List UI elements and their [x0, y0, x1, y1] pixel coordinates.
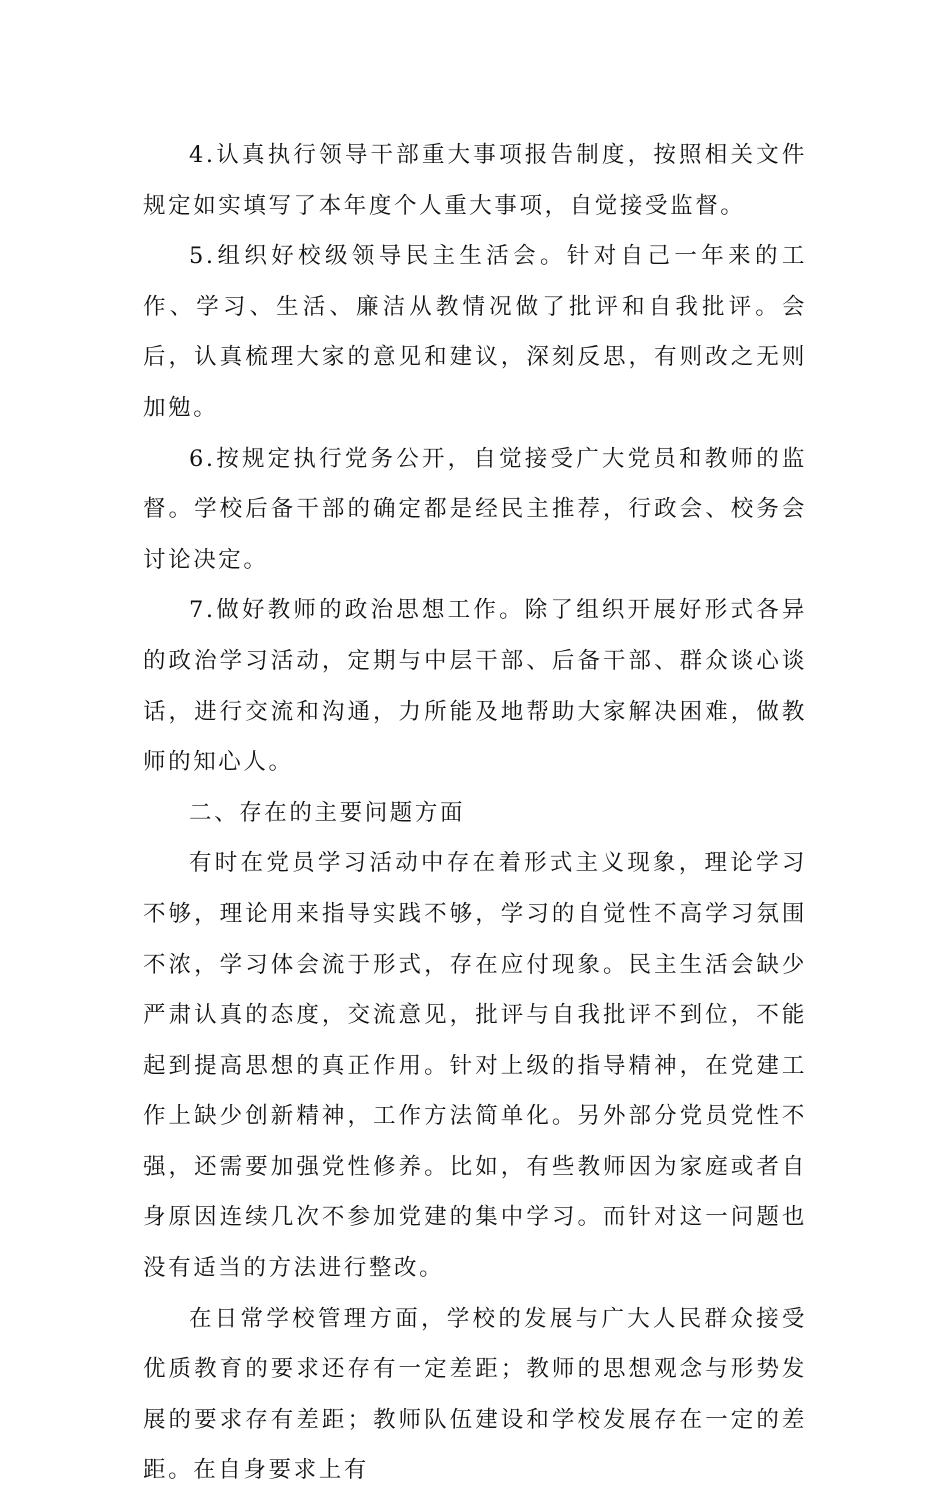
paragraph-item-7: 7.做好教师的政治思想工作。除了组织开展好形式各异的政治学习活动，定期与中层干部、后备干部、群众谈心谈话，进行交流和沟通，力所能及地帮助大家解决困难，做教师的知心人。 [143, 597, 807, 776]
paragraph-item-4: 4.认真执行领导干部重大事项报告制度，按照相关文件规定如实填写了本年度个人重大事项，自觉接受监督。 [143, 142, 807, 219]
paragraph-problems: 有时在党员学习活动中存在着形式主义现象，理论学习不够，理论用来指导实践不够，学习的自觉性不高学习氛围不浓，学习体会流于形式，存在应付现象。民主生活会缺少严肃认真的态度，交流意见，批评与自我批评不到位，不能起到提高思想的真正作用。针对上级的指导精神，在党建工作上缺少创新精神，工作方法简单化。另外部分党员党性不强，还需要加强党性修养。比如，有些教师因为家庭或者自身原因连续几次不参加党建的集中学习。而针对这一问题也没有适当的方法进行整改。 [143, 850, 807, 1282]
document-body [143, 130, 807, 1496]
section-heading: 二、存在的主要问题方面 [189, 799, 466, 826]
paragraph-item-6: 6.按规定执行党务公开，自觉接受广大党员和教师的监督。学校后备干部的确定都是经民主推荐，行政会、校务会讨论决定。 [143, 445, 807, 573]
paragraph-item-5: 5.组织好校级领导民主生活会。针对自己一年来的工作、学习、生活、廉洁从教情况做了批评和自我批评。会后，认真梳理大家的意见和建议，深刻反思，有则改之无则加勉。 [143, 243, 807, 421]
paragraph-management: 在日常学校管理方面，学校的发展与广大人民群众接受优质教育的要求还存有一定差距；教师的思想观念与形势发展的要求存有差距；教师队伍建设和学校发展存在一定的差距。在自身要求上有 [143, 1305, 807, 1484]
